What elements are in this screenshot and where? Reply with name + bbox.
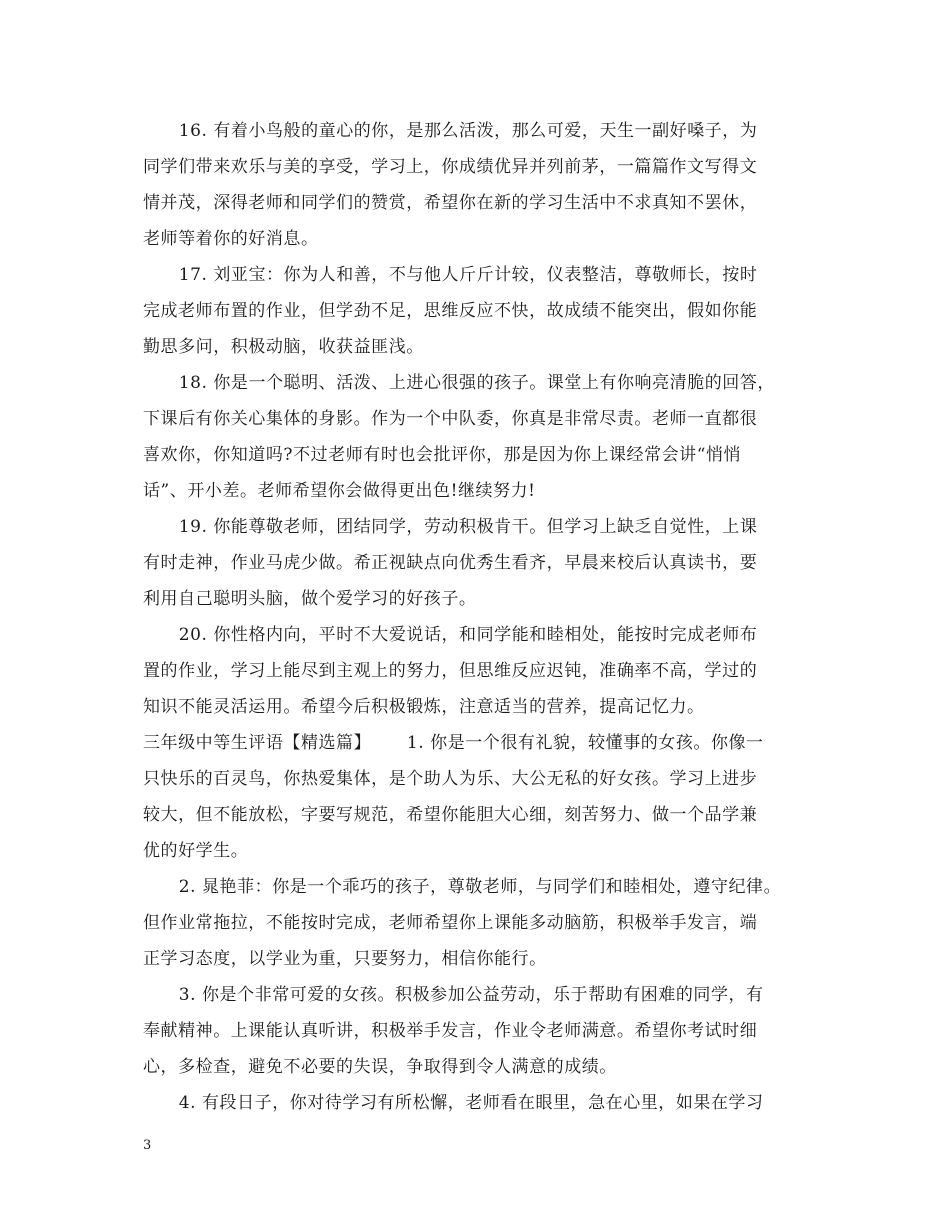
text-line: 喜欢你，你知道吗?不过老师有时也会批评你，那是因为你上课经常会讲“悄悄 [143,445,742,465]
text-line: 知识不能灵活运用。希望今后积极锻炼，注意适当的营养，提高记忆力。 [143,697,705,717]
text-line: 4. 有段日子，你对待学习有所松懈，老师看在眼里，急在心里，如果在学习 [143,1093,764,1113]
text-line: 20. 你性格内向，平时不大爱说话，和同学能和睦相处，能按时完成老师布 [143,625,758,645]
text-line: 老师等着你的好消息。 [143,229,319,249]
page-number: 3 [143,1138,152,1153]
text-line: 16. 有着小鸟般的童心的你，是那么活泼，那么可爱，天生一副好嗓子，为 [143,121,758,141]
text-line: 3. 你是个非常可爱的女孩。积极参加公益劳动，乐于帮助有困难的同学，有 [143,985,764,1005]
text-line: 较大，但不能放松，字要写规范，希望你能胆大心细，刻苦努力、做一个品学兼 [143,805,758,825]
text-line: 但作业常拖拉，不能按时完成，老师希望你上课能多动脑筋，积极举手发言，端 [143,913,758,933]
text-line: 优的好学生。 [143,841,249,861]
text-line: 话”、开小差。老师希望你会做得更出色!继续努力! [143,481,536,501]
text-line: 下课后有你关心集体的身影。作为一个中队委，你真是非常尽责。老师一直都很 [143,409,758,429]
text-line: 完成老师布置的作业，但学劲不足，思维反应不快，故成绩不能突出，假如你能 [143,301,758,321]
text-line: 三年级中等生评语【精选篇】 1. 你是一个很有礼貌，较懂事的女孩。你像一 [143,733,764,753]
text-line: 利用自己聪明头脑，做个爱学习的好孩子。 [143,589,477,609]
text-line: 勤思多问，积极动脑，收获益匪浅。 [143,337,424,357]
text-line: 奉献精神。上课能认真听讲，积极举手发言，作业令老师满意。希望你考试时细 [143,1021,758,1041]
text-line: 2. 晁艳菲：你是一个乖巧的孩子，尊敬老师，与同学们和睦相处，遵守纪律。 [143,877,782,897]
text-line: 有时走神，作业马虎少做。希正视缺点向优秀生看齐，早晨来校后认真读书，要 [143,553,758,573]
text-line: 17. 刘亚宝：你为人和善，不与他人斤斤计较，仪表整洁，尊敬师长，按时 [143,265,758,285]
text-line: 18. 你是一个聪明、活泼、上进心很强的孩子。课堂上有你响亮清脆的回答， [143,373,775,393]
text-line: 只快乐的百灵鸟，你热爱集体，是个助人为乐、大公无私的好女孩。学习上进步 [143,769,758,789]
text-line: 置的作业，学习上能尽到主观上的努力，但思维反应迟钝，准确率不高，学过的 [143,661,758,681]
text-line: 心，多检查，避免不必要的失误，争取得到令人满意的成绩。 [143,1057,617,1077]
text-line: 19. 你能尊敬老师，团结同学，劳动积极肯干。但学习上缺乏自觉性，上课 [143,517,758,537]
text-line: 正学习态度，以学业为重，只要努力，相信你能行。 [143,949,547,969]
text-line: 同学们带来欢乐与美的享受，学习上，你成绩优异并列前茅，一篇篇作文写得文 [143,157,758,177]
text-line: 情并茂，深得老师和同学们的赞赏，希望你在新的学习生活中不求真知不罢休， [143,193,758,213]
